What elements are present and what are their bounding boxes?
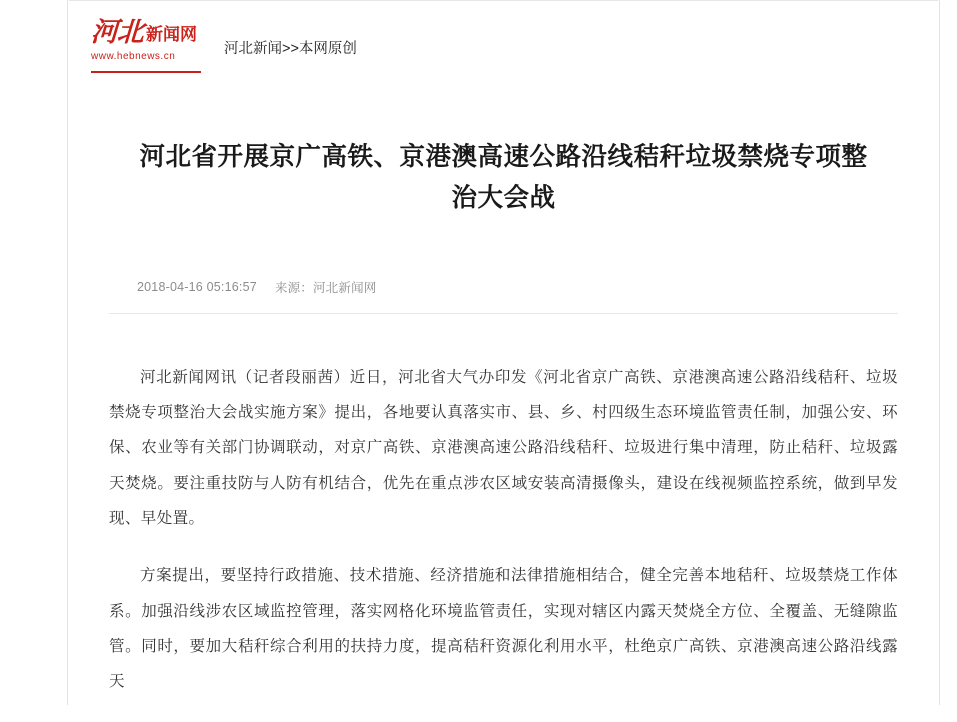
article-container xyxy=(69,85,938,722)
site-logo[interactable] xyxy=(69,1,202,62)
article-source: 来源：河北新闻网 xyxy=(274,280,377,295)
logo-url-text: www.hebnews.cn xyxy=(91,51,176,62)
site-header xyxy=(69,1,938,85)
publish-date: 2018-04-16 05:16:57 xyxy=(137,279,257,294)
page-title: 河北省开展京广高铁、京港澳高速公路沿线秸秆垃圾禁烧专项整治大会战 xyxy=(139,142,868,214)
breadcrumb-text: 河北新闻>>本网原创 xyxy=(224,41,357,57)
logo-primary-text: 河北 xyxy=(90,17,144,48)
article-paragraph: 方案提出，要坚持行政措施、技术措施、经济措施和法律措施相结合，健全完善本地秸秆、垃圾禁烧工作体系。加强沿线涉农区域监控管理，落实网格化环境监管责任，实现对辖区内露天焚烧全方位、全覆盖、无缝隙监管。同时，要加大秸秆综合利用的扶持力度，提高秸秆资源化利用水平，杜绝京广高铁、京港澳高速公路沿线露天 xyxy=(109,567,898,691)
article-meta xyxy=(137,278,898,296)
article-body xyxy=(109,360,898,700)
article-paragraph: 河北新闻网讯（记者段丽茜）近日，河北省大气办印发《河北省京广高铁、京港澳高速公路沿线秸秆、垃圾禁烧专项整治大会战实施方案》提出，各地要认真落实市、县、乡、村四级生态环境监管责任制，加强公安、环保、农业等有关部门协调联动，对京广高铁、京港澳高速公路沿线秸秆、垃圾进行集中清理，防止秸秆、垃圾露天焚烧。要注重技防与人防有机结合，优先在重点涉农区域安装高清摄像头，建设在线视频监控系统，做到早发现、早处置。 xyxy=(109,368,898,527)
logo-underline xyxy=(91,71,201,73)
logo-secondary-text: 新闻网 xyxy=(146,25,197,45)
breadcrumb[interactable] xyxy=(202,1,357,58)
meta-divider xyxy=(109,313,898,314)
left-gutter xyxy=(0,0,68,705)
logo-wordmark xyxy=(91,19,202,46)
right-gutter xyxy=(939,0,957,705)
